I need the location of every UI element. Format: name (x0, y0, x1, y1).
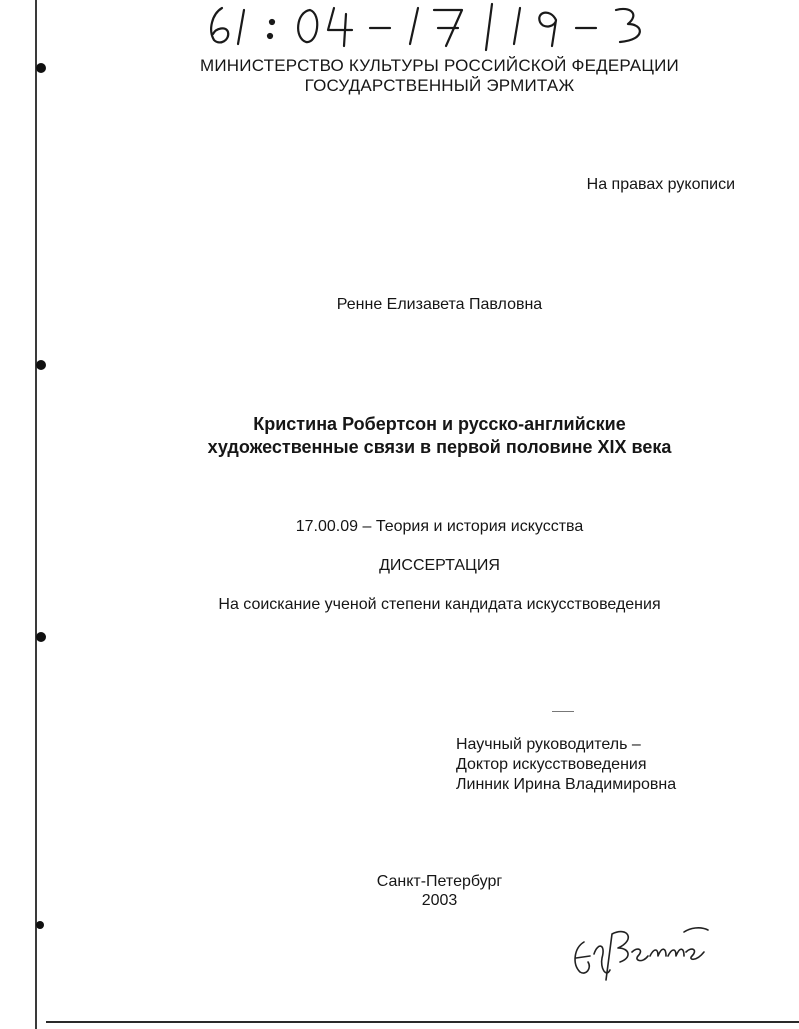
scan-bottom-line (46, 1021, 799, 1023)
manuscript-rights-note: На правах рукописи (586, 176, 735, 193)
city: Санкт-Петербург (376, 873, 503, 890)
document-type: ДИССЕРТАЦИЯ (379, 557, 500, 574)
degree-statement: На соискание ученой степени кандидата искусствоведения (218, 596, 661, 613)
author-signature (566, 912, 716, 984)
advisor-title: Доктор искусствоведения (456, 756, 647, 773)
ministry-heading: МИНИСТЕРСТВО КУЛЬТУРЫ РОССИЙСКОЙ ФЕДЕРАЦИИ (200, 56, 679, 75)
punch-hole-mark (36, 921, 44, 929)
advisor-role: Научный руководитель – (456, 736, 641, 753)
author-name: Ренне Елизавета Павловна (336, 296, 543, 313)
institution-heading: ГОСУДАРСТВЕННЫЙ ЭРМИТАЖ (304, 76, 575, 95)
advisor-name: Линник Ирина Владимировна (456, 776, 677, 793)
handwritten-call-number (200, 0, 670, 52)
punch-hole-mark (36, 360, 46, 370)
punch-hole-mark (36, 632, 46, 642)
scan-dash-mark (552, 711, 574, 712)
scan-margin-line (35, 0, 37, 1029)
dissertation-title-line-1: Кристина Робертсон и русско-английские (253, 414, 626, 434)
year: 2003 (421, 892, 458, 909)
dissertation-title-line-2: художественные связи в первой половине XIX века (207, 437, 672, 457)
specialty-code: 17.00.09 – Теория и история искусства (295, 518, 584, 535)
